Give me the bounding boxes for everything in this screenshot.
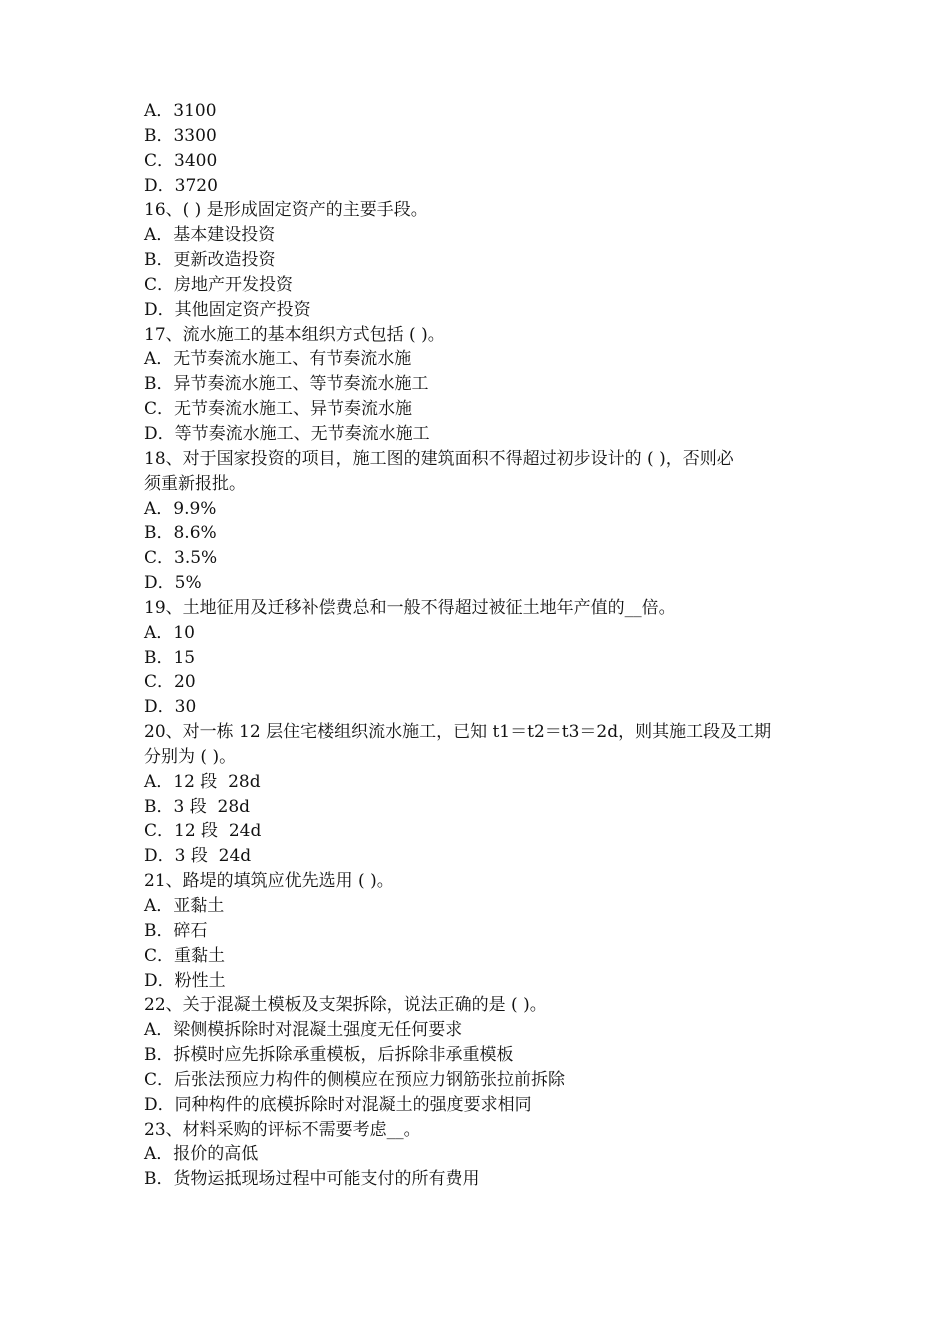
question-line-continued: 须重新报批。 [144, 473, 246, 494]
option-line: B．货物运抵现场过程中可能支付的所有费用 [144, 1169, 480, 1190]
question-line: 20、对一栋 12 层住宅楼组织流水施工，已知 t1＝t2＝t3＝2d，则其施工段及工期 [144, 722, 772, 743]
option-line: D．粉性土 [144, 970, 226, 991]
option-line: B．拆模时应先拆除承重模板，后拆除非承重模板 [144, 1045, 514, 1066]
option-line: B．15 [144, 647, 196, 668]
option-line: D．同种构件的底模拆除时对混凝土的强度要求相同 [144, 1094, 532, 1115]
question-line: 18、对于国家投资的项目，施工图的建筑面积不得超过初步设计的 ( )，否则必 [144, 448, 734, 469]
option-line: A．9.9% [144, 498, 217, 519]
question-line: 16、( ) 是形成固定资产的主要手段。 [144, 200, 428, 221]
document-page [144, 99, 824, 1192]
option-line: C．后张法预应力构件的侧模应在预应力钢筋张拉前拆除 [144, 1069, 566, 1090]
question-line: 19、土地征用及迁移补偿费总和一般不得超过被征土地年产值的__倍。 [144, 597, 676, 618]
option-line: D．5% [144, 573, 202, 594]
option-line: B．更新改造投资 [144, 250, 276, 271]
option-line: A．无节奏流水施工、有节奏流水施 [144, 349, 412, 370]
option-line: C．房地产开发投资 [144, 274, 294, 295]
option-line: D．3 段 24d [144, 846, 252, 867]
option-line: A．梁侧模拆除时对混凝土强度无任何要求 [144, 1020, 463, 1041]
option-line: D．等节奏流水施工、无节奏流水施工 [144, 423, 430, 444]
option-line: A．12 段 28d [144, 771, 261, 792]
option-line: A．亚黏土 [144, 896, 225, 916]
option-line: D．3720 [144, 175, 218, 196]
option-line: A．10 [144, 622, 195, 643]
option-line: C．12 段 24d [144, 821, 262, 842]
option-line: C．20 [144, 672, 196, 693]
option-line: D．其他固定资产投资 [144, 299, 311, 320]
option-line: B．8.6% [144, 523, 217, 544]
option-line: C．3400 [144, 150, 218, 171]
question-line: 22、关于混凝土模板及支架拆除，说法正确的是 ( )。 [144, 995, 547, 1016]
option-line: A．报价的高低 [144, 1144, 259, 1165]
question-line: 17、流水施工的基本组织方式包括 ( )。 [144, 324, 445, 345]
option-line: A．3100 [144, 101, 217, 121]
option-line: B．碎石 [144, 920, 208, 941]
question-line-continued: 分别为 ( )。 [144, 746, 237, 767]
option-line: D．30 [144, 697, 197, 718]
option-line: C．重黏土 [144, 945, 226, 966]
question-line: 23、材料采购的评标不需要考虑__。 [144, 1119, 421, 1140]
question-line: 21、路堤的填筑应优先选用 ( )。 [144, 871, 394, 892]
option-line: C．无节奏流水施工、异节奏流水施 [144, 399, 413, 420]
option-line: B．3300 [144, 125, 217, 146]
option-line: B．异节奏流水施工、等节奏流水施工 [144, 374, 429, 395]
option-line: C．3.5% [144, 548, 218, 569]
option-line: B．3 段 28d [144, 796, 251, 817]
option-line: A．基本建设投资 [144, 225, 276, 246]
